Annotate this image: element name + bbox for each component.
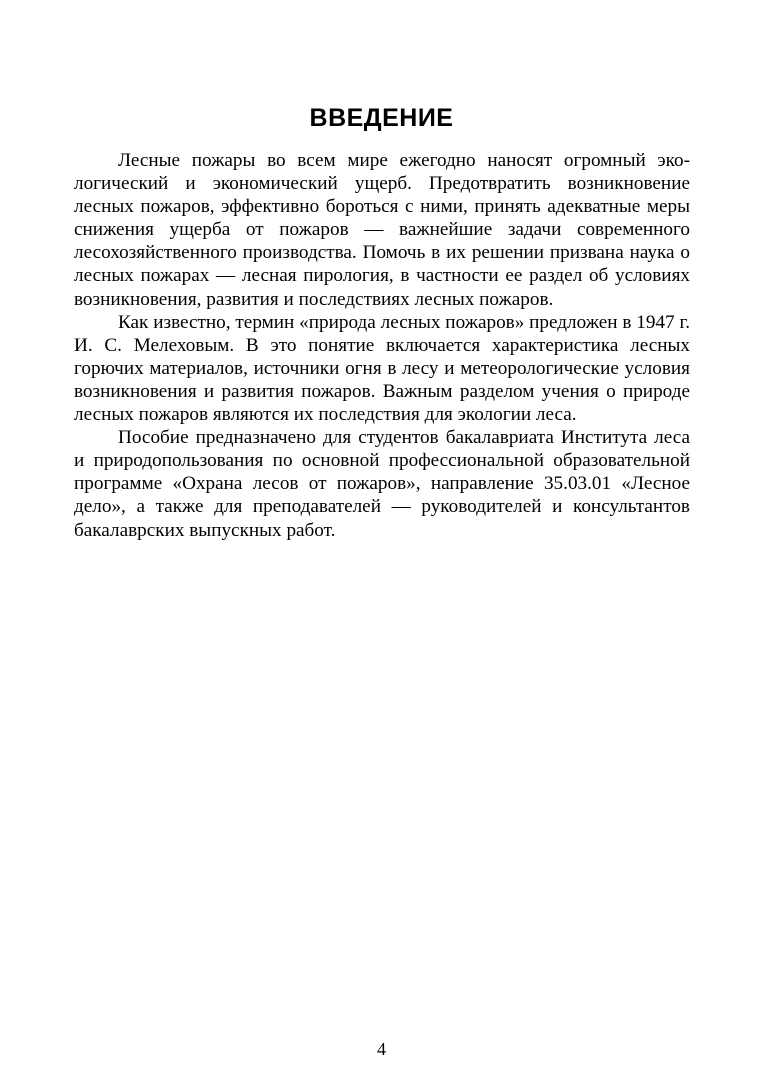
paragraph-3: Пособие предназначено для студентов бакалавриата Института леса и природопользования по основной профессиональной образовательной программе «Охрана лесов от пожаров», направление 35.03.01 «Лесное дело», а также для преподавателей — руководителей и консультантов бакалаврских выпускных работ.	[74, 427, 690, 541]
paragraph-2: Как известно, термин «природа лесных пожаров» предложен в 1947 г. И. С. Мелеховым. В это понятие включается характеристика лесных горючих материалов, источники огня в лесу и метеорологические условия возникновения и развития пожаров. Важным разделом учения о природе лесных пожаров являются их последствия для экологии леса.	[74, 311, 690, 426]
page-title: ВВЕДЕНИЕ	[309, 104, 454, 132]
body-text	[74, 149, 690, 542]
page-number: 4	[377, 1039, 386, 1059]
paragraph-1: Лесные пожары во всем мире ежегодно наносят огромный экологический и экономический ущерб. Предотвратить возникновение лесных пожаров, эффективно бороться с ними, принять адекватные меры снижения ущерба от пожаров — важнейшие задачи современного лесохозяйственного производства. Помочь в их решении призвана наука о лесных пожарах — лесная пирология, в частности ее раздел об условиях возникновения, развития и последствиях лесных пожаров.	[74, 150, 690, 310]
